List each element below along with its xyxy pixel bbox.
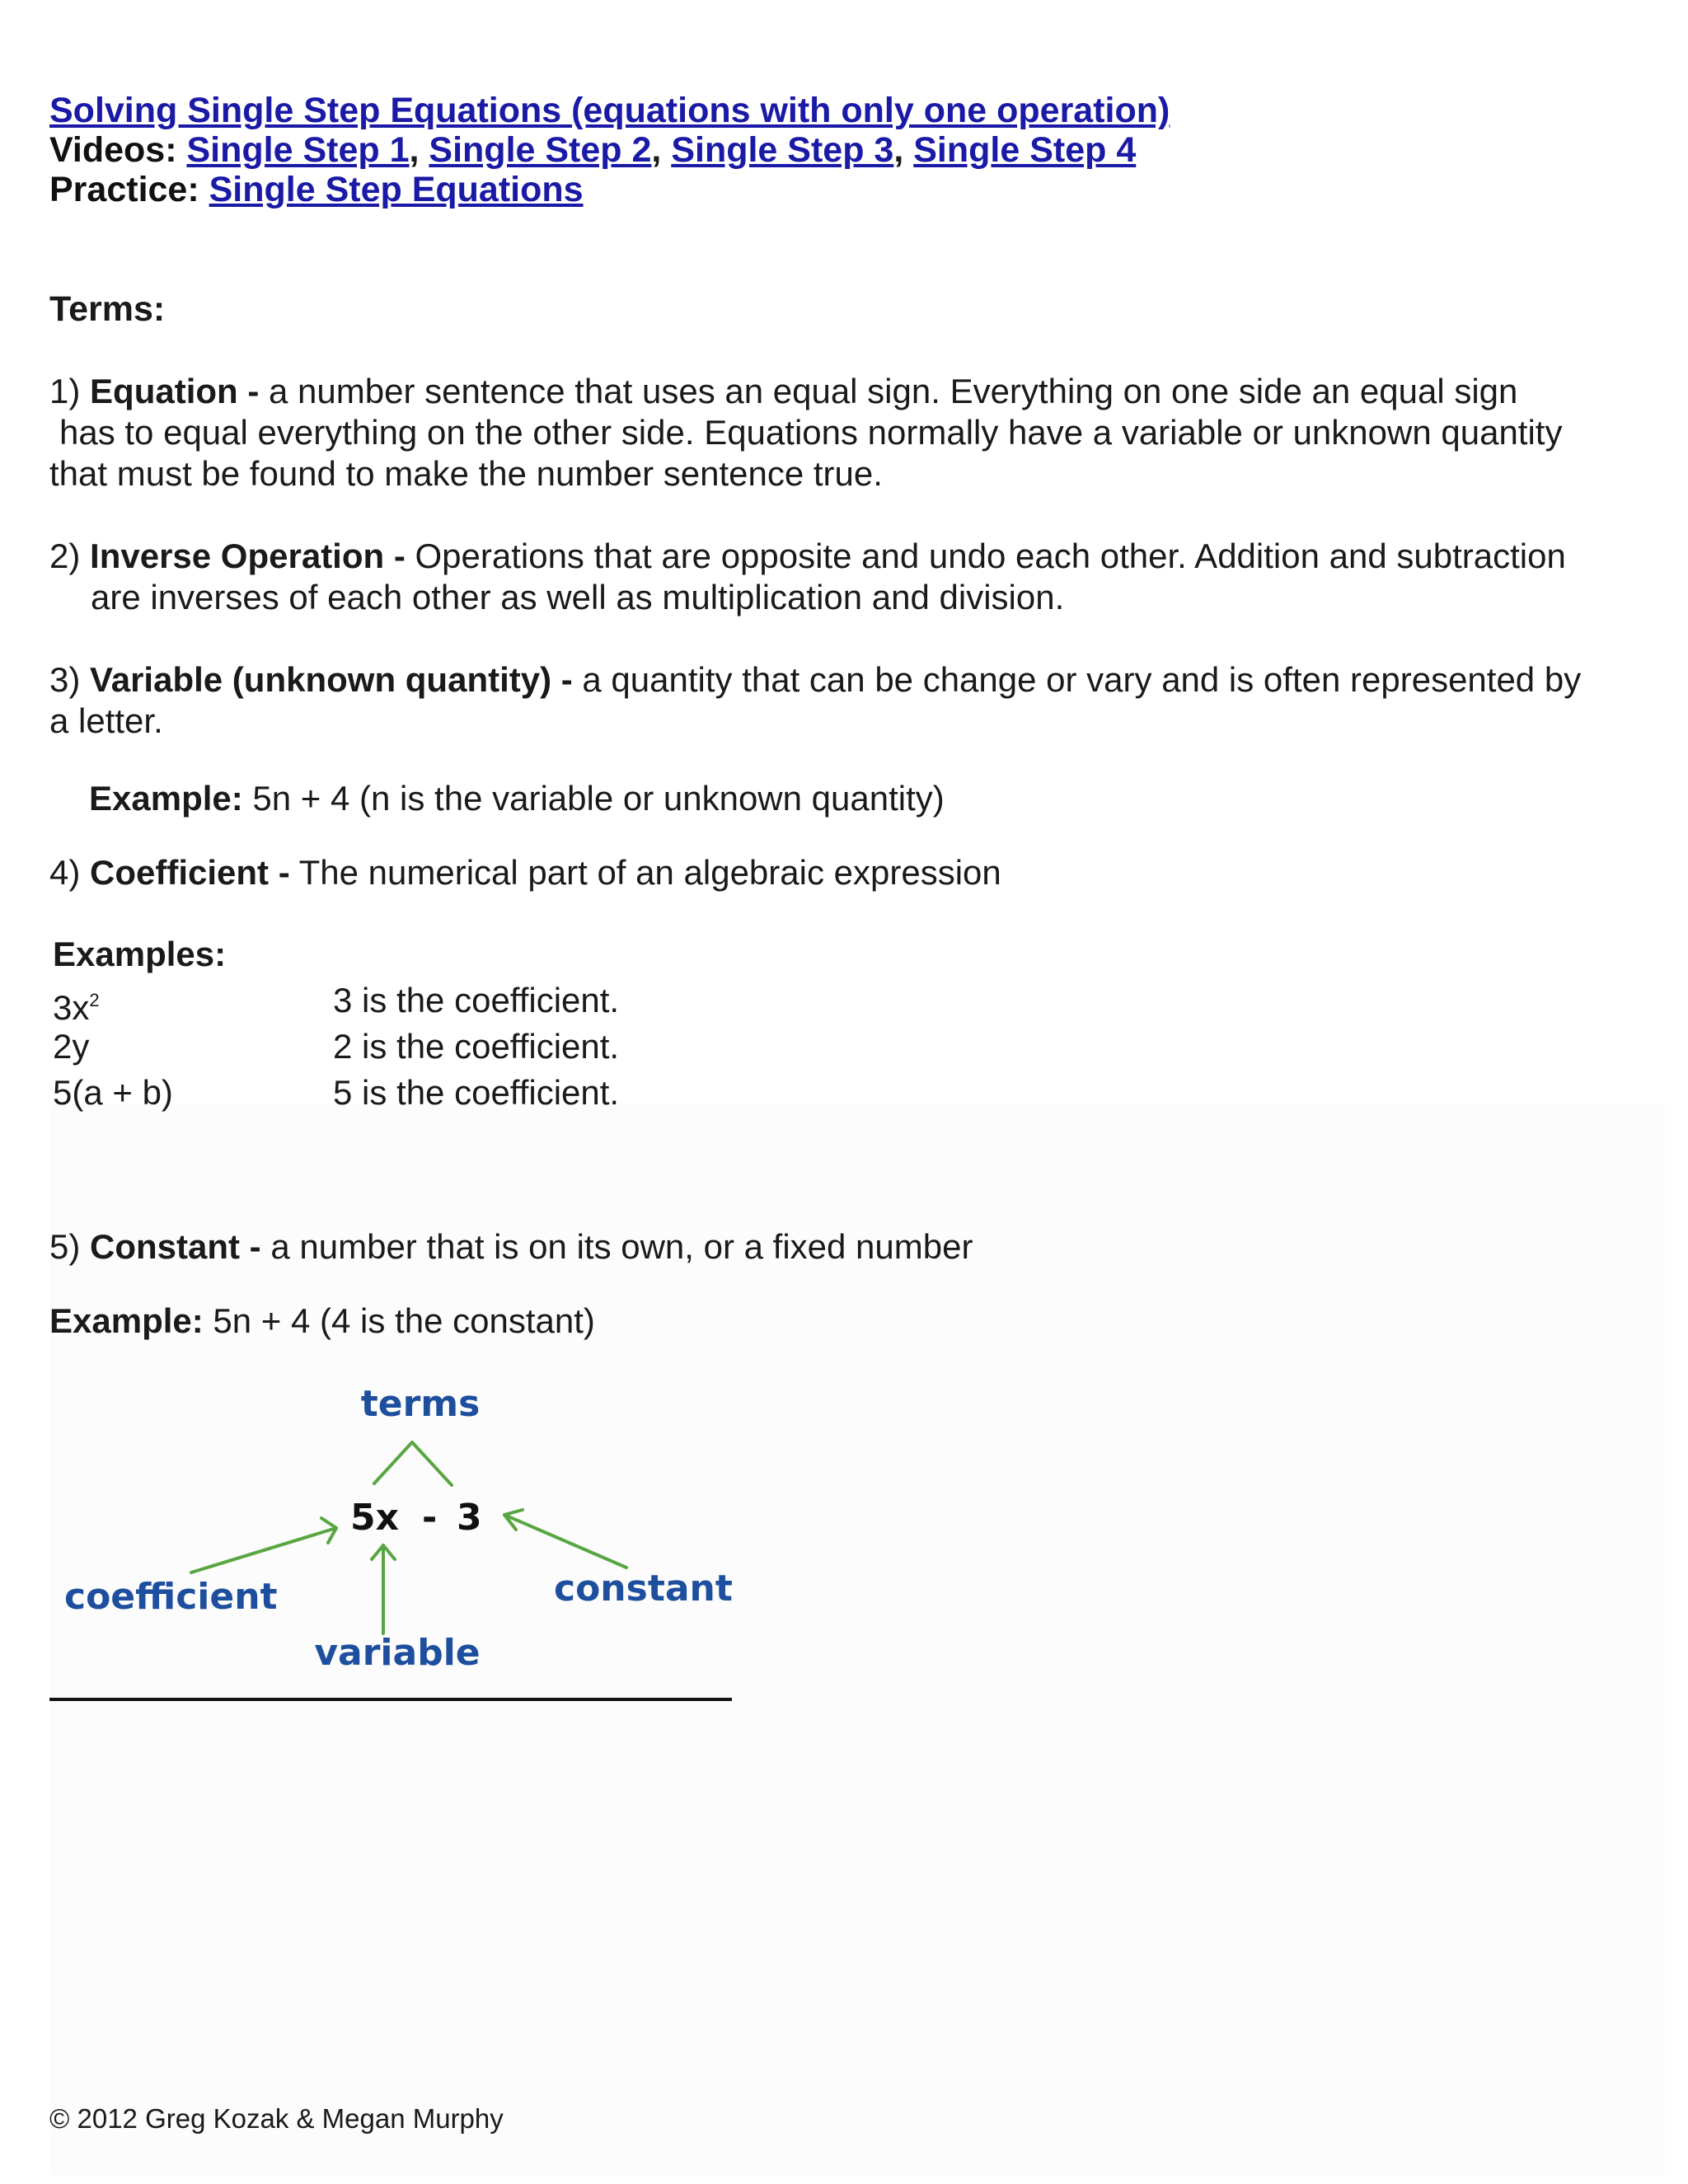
- coefficient-arrow: [191, 1528, 336, 1572]
- example-desc-2: 2 is the coefficient.: [333, 1027, 620, 1066]
- constant-label: constant: [554, 1568, 733, 1610]
- term-line: 2) Inverse Operation - Operations that are opposite and undo each other. Addition and subtraction: [49, 537, 1566, 575]
- expression-minus: -: [422, 1497, 438, 1539]
- example-label: Example:: [89, 779, 243, 818]
- practice-line: [49, 170, 584, 209]
- example-text: 5n + 4 (n is the variable or unknown quantity): [252, 779, 945, 818]
- term-line: 3) Variable (unknown quantity) - a quantity that can be change or vary and is often represented by: [49, 660, 1582, 699]
- term-name: Constant -: [90, 1227, 261, 1266]
- videos-line: [49, 130, 1136, 170]
- examples-label: Examples:: [53, 935, 227, 973]
- constant-arrow: [504, 1515, 626, 1568]
- example-expr-3: 5(a + b): [53, 1073, 173, 1112]
- video-link-2[interactable]: Single Step 2: [429, 130, 652, 170]
- variable-label: variable: [314, 1632, 481, 1674]
- constant-example: [49, 1301, 595, 1342]
- term-name: Inverse Operation -: [90, 537, 406, 575]
- term-line: that must be found to make the number sentence true.: [49, 454, 883, 493]
- example-desc-3: 5 is the coefficient.: [333, 1073, 620, 1112]
- expression-term-3: 3: [457, 1497, 482, 1539]
- divider: [49, 1698, 732, 1701]
- term-name: Equation -: [90, 372, 260, 410]
- example-text: 5n + 4 (4 is the constant): [213, 1301, 595, 1340]
- terms-label: terms: [360, 1383, 481, 1425]
- video-link-1[interactable]: Single Step 1: [186, 130, 410, 170]
- separator: ,: [409, 130, 420, 170]
- example-expr-1: $3x^2$: [53, 988, 100, 1027]
- coefficient-label: coefficient: [64, 1576, 278, 1618]
- terms-heading: Terms:: [49, 289, 166, 329]
- term-line: has to equal everything on the other side. Equations normally have a variable or unknown quantity: [59, 413, 1563, 452]
- example-label: Example:: [49, 1301, 204, 1340]
- expression-diagram: [49, 1376, 742, 1706]
- term-constant: 5) Constant - a number that is on its own, or a fixed number: [49, 1227, 973, 1266]
- example-desc-1: 3 is the coefficient.: [333, 981, 620, 1019]
- term-name: Variable (unknown quantity) -: [90, 660, 573, 699]
- practice-label: Practice:: [49, 170, 199, 209]
- video-link-4[interactable]: Single Step 4: [913, 130, 1137, 170]
- term-inverse-operation: [49, 536, 1566, 618]
- footer-copyright: © 2012 Greg Kozak & Megan Murphy: [49, 2103, 504, 2134]
- term-line: a letter.: [49, 701, 163, 740]
- term-name: Coefficient -: [90, 853, 290, 892]
- example-expr-2: 2y: [53, 1027, 90, 1066]
- expression-term-5x: 5x: [350, 1497, 399, 1539]
- term-line: 1) Equation - a number sentence that uses an equal sign. Everything on one side an equal sign: [49, 372, 1518, 410]
- terms-branch: [374, 1442, 452, 1485]
- variable-example: [89, 778, 945, 819]
- separator: ,: [893, 130, 904, 170]
- videos-label: Videos:: [49, 130, 177, 170]
- video-link-3[interactable]: Single Step 3: [671, 130, 894, 170]
- term-coefficient: 4) Coefficient - The numerical part of an algebraic expression: [49, 853, 1001, 892]
- separator: ,: [651, 130, 662, 170]
- title-link[interactable]: Solving Single Step Equations (equations with only one operation): [49, 91, 1170, 130]
- practice-link[interactable]: Single Step Equations: [209, 170, 584, 209]
- term-variable: [49, 659, 1581, 742]
- term-line: are inverses of each other as well as multiplication and division.: [91, 578, 1065, 616]
- term-equation: [49, 371, 1562, 494]
